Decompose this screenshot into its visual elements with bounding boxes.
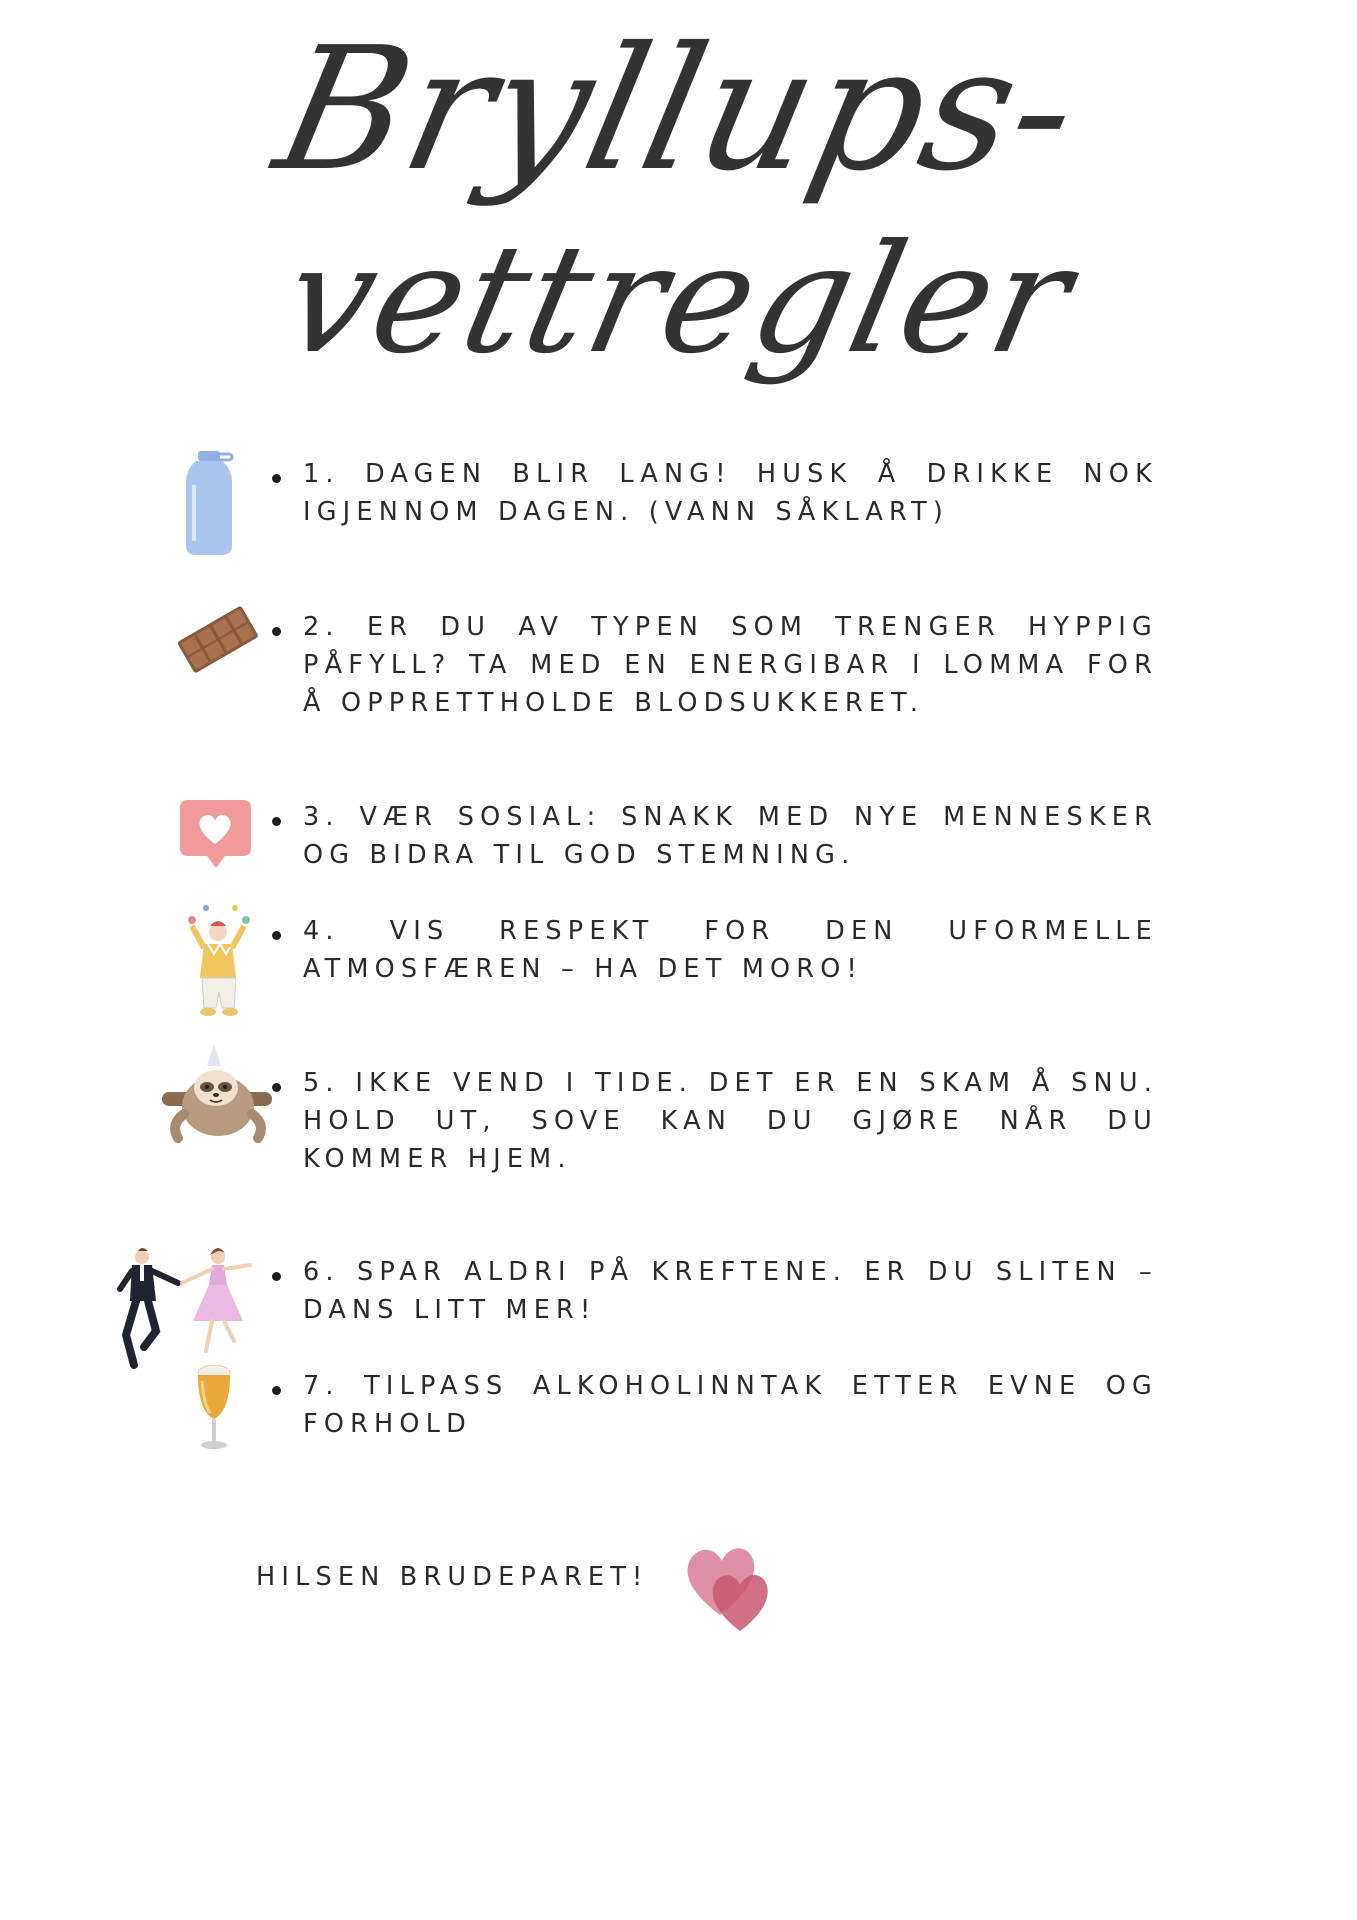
bullet [272,1386,281,1395]
rule-text-5: 5. IKKE VEND I TIDE. DET ER EN SKAM Å SNU. HOLD UT, SOVE KAN DU GJØRE NÅR DU KOMMER HJEM. [303,1068,1158,1174]
footer-signature: HILSEN BRUDEPARET! [256,1562,649,1592]
bullet [272,627,281,636]
page-title-line2: vettregler [270,213,1087,387]
rule-text-2: 2. ER DU AV TYPEN SOM TRENGER HYPPIG PÅFYLL? TA MED EN ENERGIBAR I LOMMA FOR Å OPPRETTHOLDE BLODSUKKERET. [303,612,1158,718]
heart-like-icon [178,796,253,875]
water-bottle-icon [180,449,240,563]
bullet [272,1272,281,1281]
bullet [272,931,281,940]
rule-text-1: 1. DAGEN BLIR LANG! HUSK Å DRIKKE NOK IGJENNOM DAGEN. (VANN SÅKLART) [303,459,1158,527]
two-hearts-icon [680,1535,790,1639]
rule-text-4: 4. VIS RESPEKT FOR DEN UFORMELLE ATMOSFÆREN – HA DET MORO! [303,916,1158,984]
chocolate-bar-icon [175,600,260,684]
rule-text-6: 6. SPAR ALDRI PÅ KREFTENE. ER DU SLITEN – DANS LITT MER! [303,1257,1158,1325]
rule-text-3: 3. VÆR SOSIAL: SNAKK MED NYE MENNESKER OG BIDRA TIL GOD STEMNING. [303,802,1158,870]
sloth-party-icon [158,1044,278,1158]
dancing-couple-icon [108,1247,268,1376]
page-title-line1: Bryllups- [261,11,1096,209]
bullet [272,817,281,826]
bullet [272,1083,281,1092]
juggling-clown-icon [180,900,255,1029]
beer-glass-icon [194,1365,234,1457]
rule-text-7: 7. TILPASS ALKOHOLINNTAK ETTER EVNE OG FORHOLD [303,1371,1158,1439]
bullet [272,474,281,483]
